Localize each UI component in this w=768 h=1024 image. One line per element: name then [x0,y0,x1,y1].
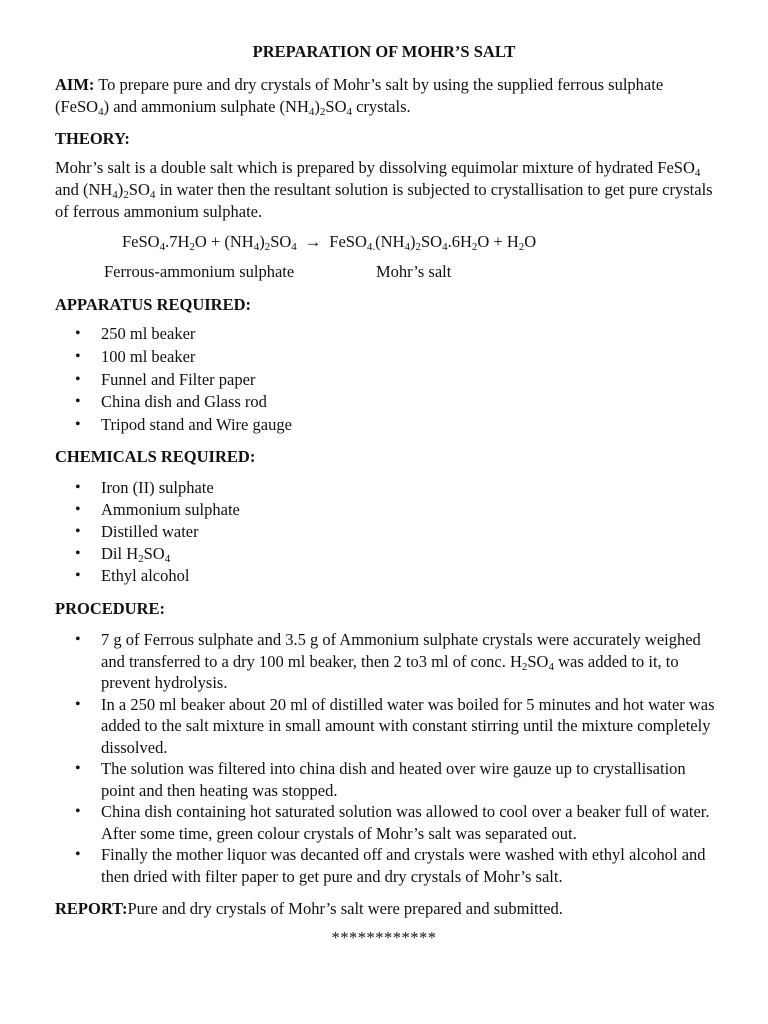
subscript: 4 [164,553,171,565]
list-item: • Funnel and Filter paper [55,369,715,392]
chemicals-heading: CHEMICALS REQUIRED: [55,447,256,466]
subscript: 2 [319,106,326,118]
subscript: 4 [548,660,554,673]
theory-text: and (NH [55,180,113,199]
theory-paragraph [55,157,715,223]
chemical-equation [122,232,536,252]
theory-heading: THEORY: [55,129,130,148]
list-item [55,499,715,521]
list-item: • 250 ml beaker [55,323,715,346]
equation-part: SO [420,232,443,251]
aim-text: ) and ammonium sulphate (NH [103,97,309,116]
subscript: 2 [123,189,129,201]
equation-part: O + (NH [194,232,254,251]
subscript: 4 [159,241,166,253]
list-item [55,565,715,587]
document-title: PREPARATION OF MOHR’S SALT [252,42,516,61]
list-item-text: Dil H [101,544,139,563]
apparatus-list [55,323,715,437]
procedure-step: • China dish containing hot saturated solution was allowed to cool over a beaker full of water. After some time, green colour crystals of Mohr’s salt was separated out. [55,801,715,844]
subscript: 2 [521,660,528,673]
equation-caption-right: Mohr’s salt [376,262,452,281]
step-text: 7 g of Ferrous sulphate and 3.5 g of Ammonium sulphate crystals were accurately weighed and transferred to a dry 100 ml beaker, then 2 to3 ml of conc. H [101,630,701,671]
subscript: 2 [189,241,195,253]
chemicals-list-container [55,477,715,587]
report-paragraph [55,898,715,920]
equation-part: ) [259,232,265,251]
procedure-step: • The solution was filtered into china dish and heated over wire gauze up to crystallisation point and then heating was stopped. [55,758,715,801]
subscript: 4 [291,241,297,253]
list-item [55,477,715,499]
aim-text: SO [325,97,347,116]
equation-part: .6H [447,232,472,251]
procedure-list [55,629,715,887]
list-item-text: Iron (II) sulphate [101,478,214,497]
subscript: 2 [415,241,421,253]
list-item: • 100 ml beaker [55,346,715,369]
equation-part: O + H [477,232,519,251]
procedure-list-container [55,629,715,887]
subscript: 4 [346,106,352,118]
report-label: REPORT: [55,899,128,918]
chemicals-list [55,477,715,587]
list-item-text: SO [143,544,165,563]
subscript: 4 [442,241,448,253]
apparatus-heading: APPARATUS REQUIRED: [55,295,252,314]
list-item [55,543,715,565]
theory-text: Mohr’s salt is a double salt which is prepared by dissolving equimolar mixture of hydrated FeSO [55,158,695,177]
equation-part: (NH [375,232,405,251]
reaction-arrow: → [304,232,322,251]
aim-text: To prepare pure and dry crystals of Mohr’s salt by using the supplied ferrous sulphate (FeSO [55,75,664,116]
procedure-heading: PROCEDURE: [55,599,165,618]
aim-text: ) [314,97,320,116]
subscript: 4 [404,241,410,253]
theory-text: ) [117,180,124,199]
aim-paragraph [55,74,715,118]
step-text: was added to it, to prevent hydrolysis. [101,651,679,692]
subscript: 2 [518,241,525,253]
subscript: 4 [98,106,104,118]
aim-label: AIM: [55,75,95,94]
report-text: Pure and dry crystals of Mohr’s salt were prepared and submitted. [127,899,563,918]
subscript: 4 [308,106,315,118]
subscript: 4 [694,167,701,179]
theory-text: in water then the resultant solution is subjected to crystallisation to get pure crystals of ferrous ammonium sulphate. [55,180,713,221]
apparatus-list-container [55,323,715,437]
equation-caption-left: Ferrous-ammonium sulphate [104,262,295,281]
procedure-step: • Finally the mother liquor was decanted off and crystals were washed with ethyl alcohol and then dried with filter paper to get pure and dry crystals of Mohr’s salt. [55,844,715,887]
equation-part: FeSO [329,232,367,251]
list-item-text: Ammonium sulphate [101,500,240,519]
list-item-text: Distilled water [101,522,199,541]
subscript: 2 [264,241,271,253]
equation-part: FeSO [122,232,160,251]
list-item: • China dish and Glass rod [55,391,715,414]
procedure-step [55,629,715,694]
end-marker: ************ [331,928,437,947]
list-item: • Tripod stand and Wire gauge [55,414,715,437]
list-item [55,521,715,543]
theory-text: SO [128,180,150,199]
subscript: 4 [112,189,118,201]
equation-part: O [524,232,537,251]
list-item-text: Ethyl alcohol [101,566,190,585]
subscript: 4 [253,241,260,253]
subscript: 4. [366,241,376,253]
equation-part: ) [409,232,416,251]
subscript: 2 [138,553,144,565]
equation-part: .7H [165,232,190,251]
subscript: 4 [149,189,156,201]
procedure-step: • In a 250 ml beaker about 20 ml of distilled water was boiled for 5 minutes and hot water was added to the salt mixture in small amount with constant stirring until the mixture completely dissolved. [55,694,715,759]
subscript: 2 [471,241,478,253]
aim-text: crystals. [351,97,411,116]
equation-part: SO [270,232,292,251]
step-text: SO [527,651,549,671]
